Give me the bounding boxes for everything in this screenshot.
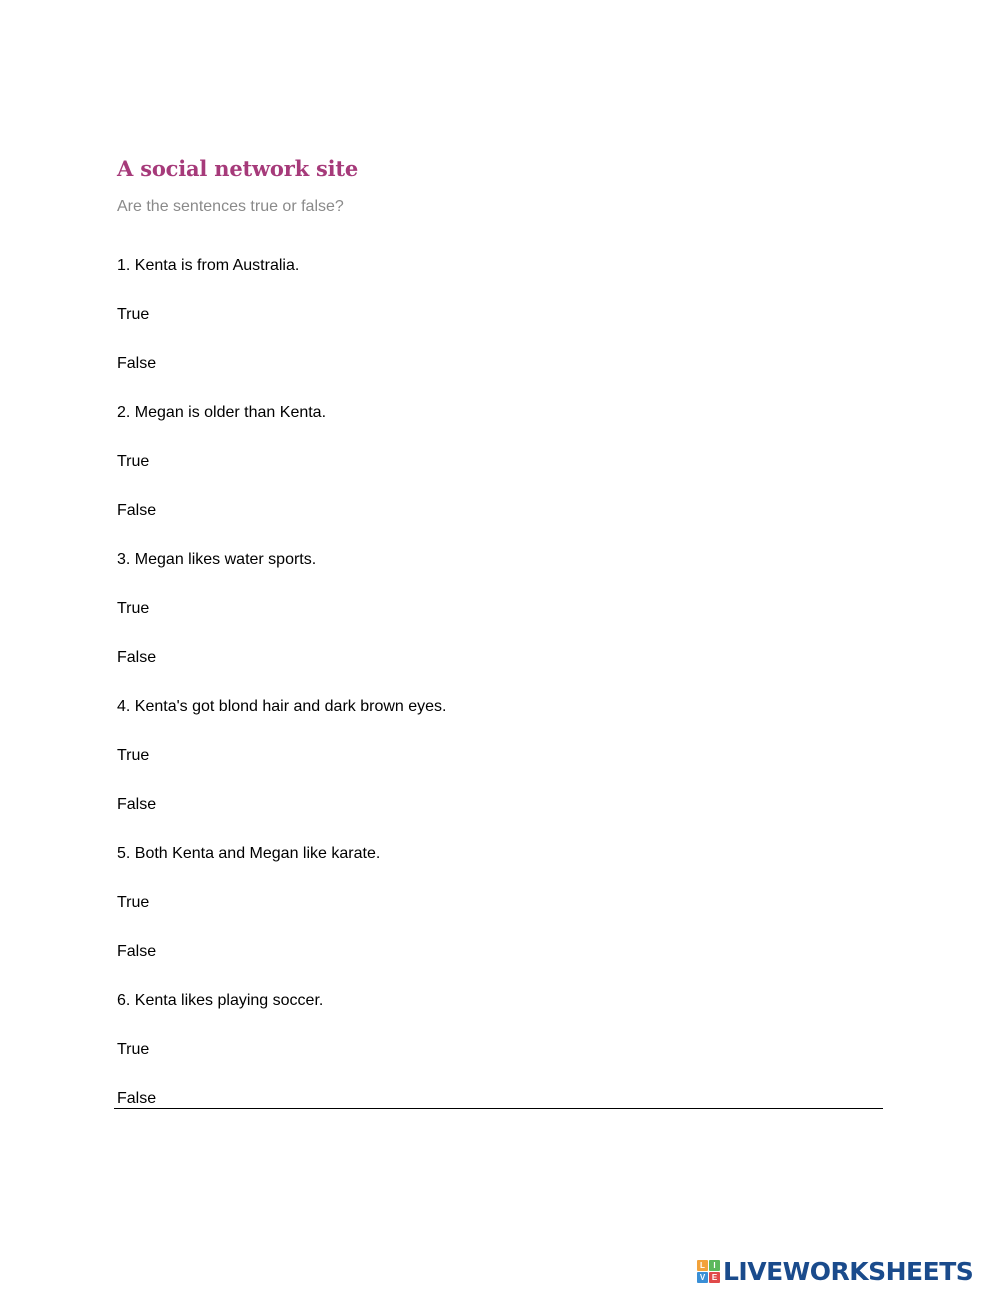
question-6 xyxy=(117,992,883,1139)
question-4 xyxy=(117,698,883,845)
logo-block: L xyxy=(697,1260,708,1271)
option-true[interactable]: True xyxy=(117,306,150,323)
logo-block: E xyxy=(709,1272,720,1283)
logo-blocks-icon xyxy=(697,1260,720,1283)
question-text: 6. Kenta likes playing soccer. xyxy=(117,992,324,1009)
option-true[interactable]: True xyxy=(117,600,150,617)
option-true[interactable]: True xyxy=(117,1041,150,1058)
logo-text: LIVEWORKSHEETS xyxy=(723,1256,974,1286)
option-false[interactable]: False xyxy=(117,1090,157,1107)
quiz-list xyxy=(117,257,883,1139)
instructions: Are the sentences true or false? xyxy=(117,198,344,215)
option-true[interactable]: True xyxy=(117,894,150,911)
option-false[interactable]: False xyxy=(117,943,157,960)
question-text: 1. Kenta is from Australia. xyxy=(117,257,300,274)
question-3 xyxy=(117,551,883,698)
option-true[interactable]: True xyxy=(117,453,150,470)
question-text: 5. Both Kenta and Megan like karate. xyxy=(117,845,381,862)
question-text: 4. Kenta's got blond hair and dark brown eyes. xyxy=(117,698,447,715)
question-5 xyxy=(117,845,883,992)
liveworksheets-logo xyxy=(697,1256,973,1286)
logo-block: I xyxy=(709,1260,720,1271)
option-false[interactable]: False xyxy=(117,355,157,372)
option-true[interactable]: True xyxy=(117,747,150,764)
question-1 xyxy=(117,257,883,404)
option-false[interactable]: False xyxy=(117,796,157,813)
worksheet-title: A social network site xyxy=(117,156,359,181)
question-text: 2. Megan is older than Kenta. xyxy=(117,404,327,421)
logo-block: V xyxy=(697,1272,708,1283)
option-false[interactable]: False xyxy=(117,502,157,519)
option-false[interactable]: False xyxy=(117,649,157,666)
question-text: 3. Megan likes water sports. xyxy=(117,551,317,568)
question-2 xyxy=(117,404,883,551)
divider-line xyxy=(114,1108,883,1109)
